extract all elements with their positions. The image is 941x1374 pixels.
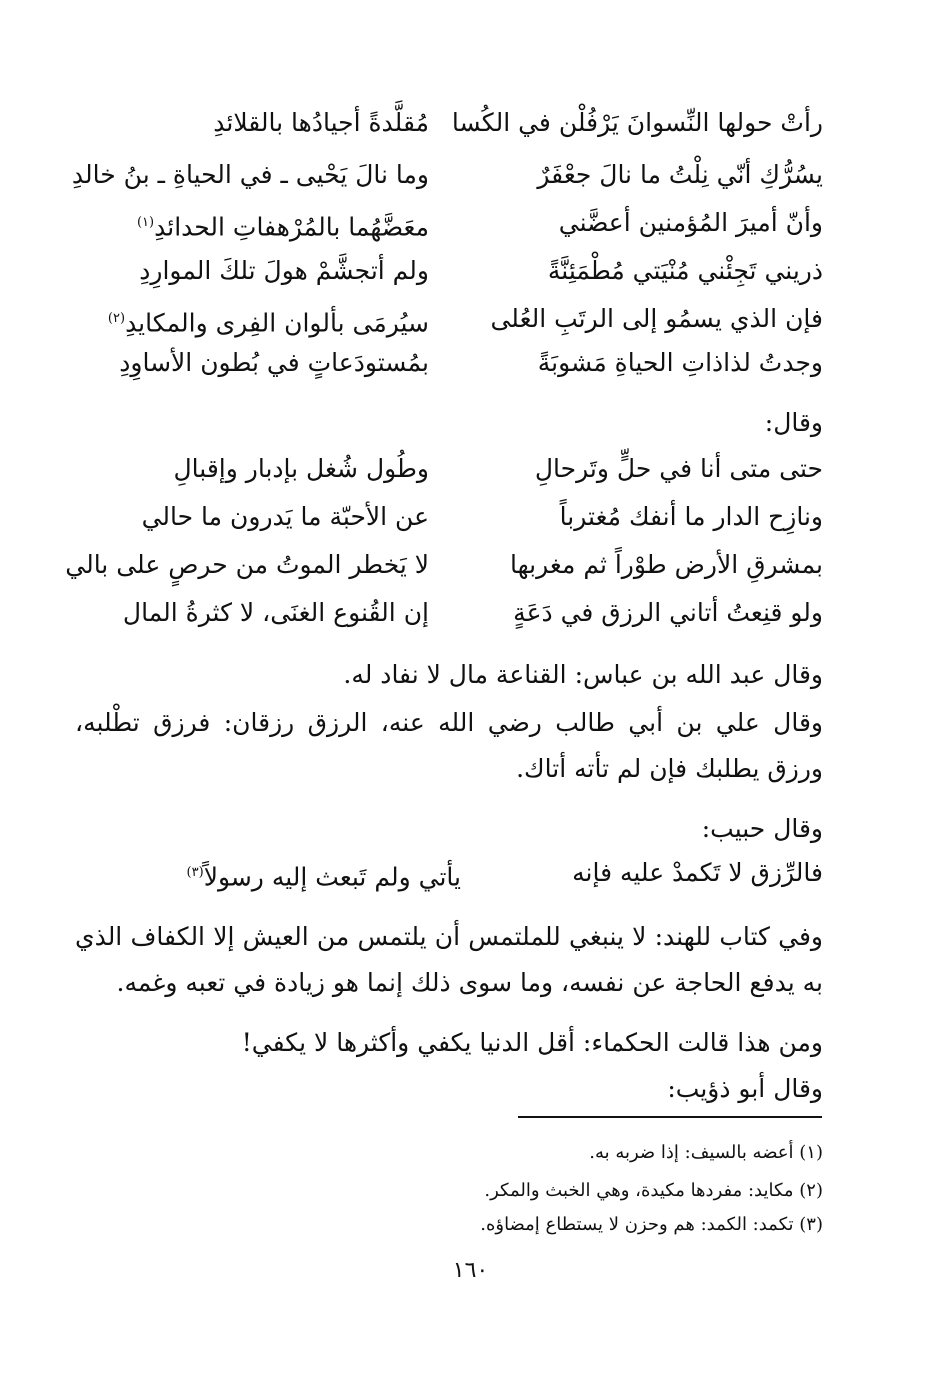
section-label: وقال حبيب:: [701, 814, 823, 843]
verse-second-hemistich: بمُستودَعاتٍ في بُطون الأساوِدِ: [119, 348, 429, 377]
verse-second-hemistich: مُقلَّدةً أجيادُها بالقلائدِ: [213, 108, 429, 137]
verse-second-hemistich: إن القُنوع الغنَى، لا كثرةُ المال: [122, 598, 429, 627]
verse-first-hemistich: ونازِح الدار ما أنفك مُغترباً: [559, 502, 823, 531]
section-label: وقال:: [764, 408, 823, 437]
verse-first-hemistich: بمشرقِ الأرض طوْراً ثم مغربها: [510, 550, 823, 579]
page-number: ١٦٠: [452, 1258, 489, 1283]
verse-second-hemistich: [24, 200, 429, 250]
hemistich-text: معَضَّهُما بالمُرْهفاتِ الحدائدِ: [154, 212, 429, 242]
paragraph-ibn-abbas: وقال عبد الله بن عباس: القناعة مال لا نفاد له.: [343, 660, 823, 689]
footnote-divider: [518, 1116, 822, 1118]
footnote-marker: (١): [136, 215, 155, 230]
footnote-marker: (٢): [107, 311, 126, 326]
verse-first-hemistich: رأتْ حولها النِّسوانَ يَرْفُلْن في الكُسا: [451, 108, 823, 137]
hemistich-text: يأتي ولم تَبعث إليه رسولاً: [203, 862, 461, 892]
hemistich-text: سيُرمَى بألوان الفِرى والمكايدِ: [125, 308, 429, 338]
verse-second-hemistich: وطُول شُغل بإدبار وإقبالِ: [173, 454, 429, 483]
verse-first-hemistich: فإن الذي يسمُو إلى الرتَبِ العُلى: [490, 304, 823, 333]
verse-first-hemistich: حتى متى أنا في حلٍّ وتَرحالِ: [534, 454, 823, 483]
verse-line-habib: [0, 850, 941, 896]
footnote: (٣) تكمد: الكمد: هم وحزن لا يستطاع إمضاؤه.: [480, 1214, 823, 1235]
paragraph-hukama: ومن هذا قالت الحكماء: أقل الدنيا يكفي وأكثرها لا يكفي!: [241, 1028, 823, 1057]
verse-second-hemistich: ولم أتجشَّمْ هولَ تلكَ الموارِدِ: [139, 256, 429, 285]
verse-first-hemistich: ذريني تَجِئْني مُنْيَتي مُطْمَئِنَّةً: [547, 256, 823, 285]
verse-first-hemistich: يسُرُّكِ أنّي نِلْتُ ما نالَ جعْفَرٌ: [537, 160, 823, 189]
verse-first-hemistich: وأنّ أميرَ المُؤمنين أعضَّني: [558, 208, 823, 237]
paragraph-ali: وقال علي بن أبي طالب رضي الله عنه، الرزق رزقان: فرزق تطْلبه، ورزق يطلبك فإن لم تأته أتاك.: [75, 708, 823, 783]
verse-second-hemistich: لا يَخطر الموتُ من حرصٍ على بالي: [65, 550, 429, 579]
verse-first-hemistich: ولو قنِعتُ أتاني الرزق في دَعَةٍ: [513, 598, 823, 627]
verse-second-hemistich: [111, 850, 461, 900]
verse-second-hemistich: عن الأحبّة ما يَدرون ما حالي: [141, 502, 429, 531]
verse-first-hemistich: فالرِّزق لا تَكمدْ عليه فإنه: [572, 858, 823, 887]
verse-second-hemistich: وما نالَ يَحْيى ـ في الحياةِ ـ بنُ خالدِ: [71, 160, 429, 189]
footnote: (٢) مكايد: مفردها مكيدة، وهي الخبث والمكر.: [484, 1180, 823, 1201]
footnote: (١) أعضه بالسيف: إذا ضربه به.: [589, 1142, 823, 1163]
verse-first-hemistich: وجدتُ لذاذاتِ الحياةِ مَشوبَةً: [537, 348, 823, 377]
section-label: وقال أبو ذؤيب:: [667, 1074, 823, 1103]
verse-second-hemistich: [24, 296, 429, 346]
footnote-marker: (٣): [186, 865, 204, 880]
paragraph-hind: وفي كتاب للهند: لا ينبغي للملتمس أن يلتمس من العيش إلا الكفاف الذي به يدفع الحاجة عن نفسه، وما سوى ذلك إنما هو زيادة في تعبه وغمه.: [75, 922, 823, 997]
